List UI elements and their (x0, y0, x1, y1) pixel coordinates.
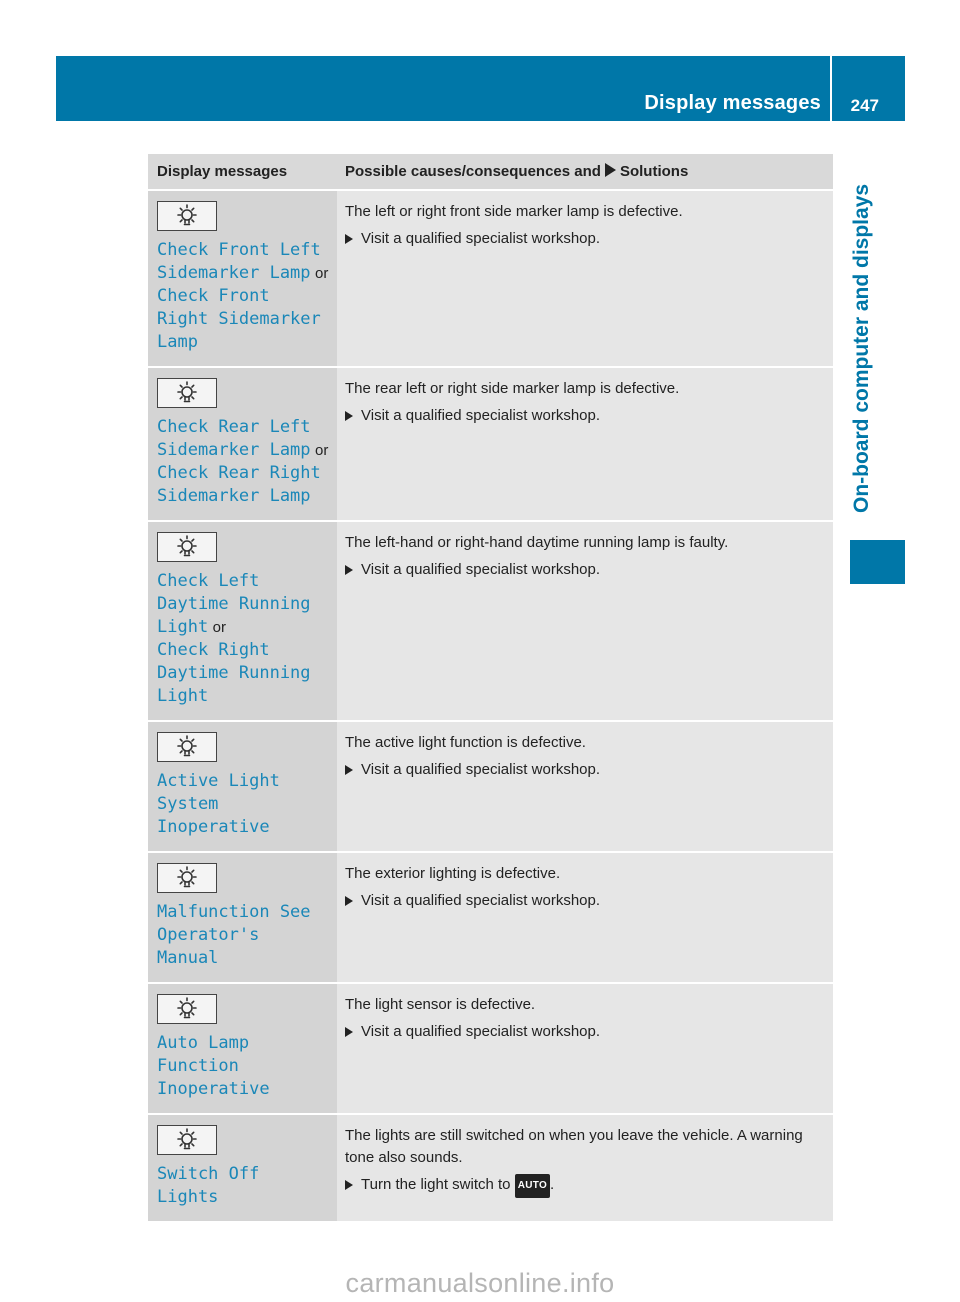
table-row (148, 1114, 833, 1222)
column-header-solutions-label: Solutions (619, 163, 689, 180)
solution-step-content (361, 1021, 600, 1043)
solution-cell (337, 190, 833, 367)
column-header-causes: Possible causes/consequences and (345, 163, 601, 180)
or-separator: or (314, 442, 329, 459)
message-text-block (157, 570, 329, 708)
message-text-block (157, 901, 329, 970)
solution-cell (337, 983, 833, 1114)
solution-cell (337, 852, 833, 983)
cause-text: The light sensor is defective. (345, 996, 536, 1013)
table-row (148, 852, 833, 983)
chapter-title: On-board computer and displays (850, 183, 873, 513)
cause-text: The active light function is defective. (345, 734, 586, 751)
cause-text: The left-hand or right-hand daytime running lamp is faulty. (345, 534, 729, 551)
message-text-block (157, 770, 329, 839)
message-text-block (157, 1163, 329, 1209)
arrow-right-icon (605, 163, 616, 177)
display-message-text: Check Right Daytime Running Light (157, 640, 311, 706)
message-cell (148, 367, 337, 521)
display-message-text: Malfunction See Operator's Manual (157, 902, 311, 968)
solution-step-content (361, 228, 600, 250)
display-message-text: Check Front Right Sidemarker Lamp (157, 286, 321, 352)
display-message-text: Check Front Left Sidemarker Lamp (157, 240, 321, 283)
step-arrow-icon (345, 234, 353, 244)
solution-step (345, 559, 825, 581)
display-message-text: Check Left Daytime Running Light (157, 571, 311, 637)
display-message-text: Check Rear Left Sidemarker Lamp (157, 417, 311, 460)
solution-step-text: Visit a qualified specialist workshop. (361, 761, 601, 778)
auto-switch-icon: AUTO (515, 1174, 550, 1198)
step-arrow-icon (345, 565, 353, 575)
table-row (148, 367, 833, 521)
step-arrow-icon (345, 411, 353, 421)
display-message-text: Switch Off Lights (157, 1164, 260, 1207)
message-text-block (157, 416, 329, 508)
watermark: carmanualsonline.info (345, 1268, 615, 1298)
cause-text: The rear left or right side marker lamp is defective. (345, 380, 680, 397)
column-header-messages: Display messages (148, 154, 337, 190)
table-header-row (148, 154, 833, 190)
solution-step (345, 1021, 825, 1043)
solution-step-text: Turn the light switch to (361, 1176, 511, 1193)
step-arrow-icon (345, 896, 353, 906)
solution-step (345, 1174, 825, 1198)
step-arrow-icon (345, 765, 353, 775)
display-message-text: Active Light System Inoperative (157, 771, 280, 837)
message-cell (148, 721, 337, 852)
table-row (148, 721, 833, 852)
table-row (148, 983, 833, 1114)
solution-step-content (361, 559, 600, 581)
page-title: Display messages (644, 92, 821, 114)
solution-step (345, 890, 825, 912)
solution-cell (337, 521, 833, 721)
light-bulb-icon (157, 532, 217, 562)
solution-step-text: Visit a qualified specialist workshop. (361, 561, 601, 578)
table-row (148, 190, 833, 367)
cause-text: The lights are still switched on when you leave the vehicle. A warning tone also sounds. (345, 1127, 803, 1166)
or-separator: or (212, 619, 226, 636)
or-separator: or (314, 265, 329, 282)
page-number: 247 (850, 96, 879, 115)
solution-step-content (361, 759, 600, 781)
light-bulb-icon (157, 378, 217, 408)
solution-step-content (361, 890, 600, 912)
cause-text: The left or right front side marker lamp is defective. (345, 203, 683, 220)
message-text-block (157, 239, 329, 354)
light-bulb-icon (157, 201, 217, 231)
header-divider (830, 56, 832, 121)
message-cell (148, 521, 337, 721)
solution-step-content (361, 405, 600, 427)
solution-step-text: Visit a qualified specialist workshop. (361, 1023, 601, 1040)
message-cell (148, 983, 337, 1114)
chapter-tab-block (850, 540, 905, 584)
light-bulb-icon (157, 863, 217, 893)
solution-step (345, 759, 825, 781)
solution-cell (337, 367, 833, 521)
message-cell (148, 852, 337, 983)
display-message-text: Check Rear Right Sidemarker Lamp (157, 463, 321, 506)
column-header-solutions (337, 154, 833, 190)
solution-step-text: Visit a qualified specialist workshop. (361, 407, 601, 424)
light-bulb-icon (157, 994, 217, 1024)
solution-step (345, 405, 825, 427)
header-bar (56, 56, 905, 121)
message-text-block (157, 1032, 329, 1101)
solution-step-text: Visit a qualified specialist workshop. (361, 230, 601, 247)
step-arrow-icon (345, 1027, 353, 1037)
message-cell (148, 190, 337, 367)
display-message-text: Auto Lamp Function Inoperative (157, 1033, 270, 1099)
solution-step-content (361, 1174, 554, 1198)
step-arrow-icon (345, 1180, 353, 1190)
light-bulb-icon (157, 1125, 217, 1155)
cause-text: The exterior lighting is defective. (345, 865, 561, 882)
table-row (148, 521, 833, 721)
solution-cell (337, 721, 833, 852)
solution-step-text: Visit a qualified specialist workshop. (361, 892, 601, 909)
light-bulb-icon (157, 732, 217, 762)
solution-cell (337, 1114, 833, 1222)
display-messages-table (148, 154, 833, 1223)
message-cell (148, 1114, 337, 1222)
solution-step (345, 228, 825, 250)
table-body (148, 190, 833, 1222)
solution-step-end: . (550, 1176, 555, 1193)
